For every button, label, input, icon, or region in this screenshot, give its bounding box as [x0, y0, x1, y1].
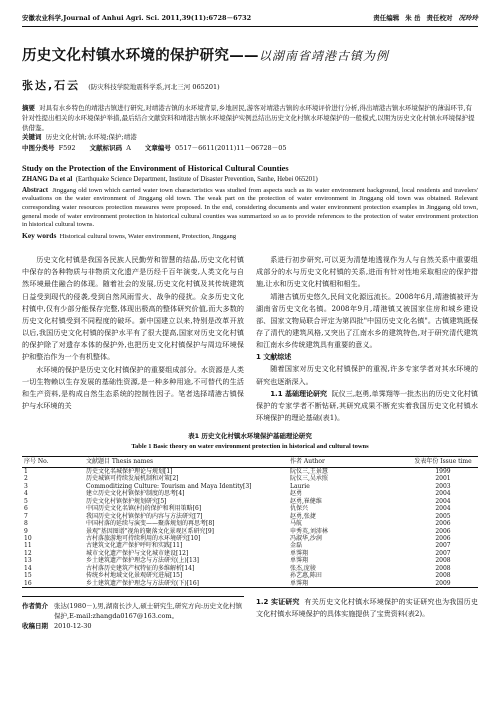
col-header-year: 发表年份 Issue time — [414, 457, 472, 465]
english-title: Study on the Protection of the Environment of Historical Cultural Counties — [22, 163, 289, 173]
subsection-heading: 1.2 实证研究 — [256, 598, 300, 607]
cell-thesis: 乡土建筑遗产保护理念与方法研究(上)[13] — [86, 557, 199, 565]
received-label: 收稿日期 — [22, 622, 48, 631]
cell-thesis: 历史文化名城保护理论与规划[1] — [86, 468, 173, 476]
cell-thesis: 古村落旅游地可持续利用的水环境研究[10] — [86, 534, 201, 542]
editor-label: 责任编辑 — [373, 14, 400, 22]
cell-year: 2007 — [435, 542, 451, 550]
english-keywords — [22, 231, 478, 242]
cell-year: 2006 — [435, 520, 451, 528]
english-abstract-label: Abstract — [22, 185, 49, 194]
cell-thesis: 传统乡村地域文化景观研究进展[15] — [86, 572, 183, 580]
table-row — [22, 475, 478, 482]
cell-thesis: 历史城镇可持续发展机制和对策[2] — [86, 475, 179, 483]
cell-year: 2006 — [435, 527, 451, 535]
cell-no: 4 — [24, 490, 28, 498]
english-abstract — [22, 186, 478, 231]
cell-thesis: 古建筑文化遗产保护呼吁和实践[11] — [86, 542, 183, 550]
cell-no: 13 — [24, 557, 32, 565]
cell-no: 7 — [24, 512, 28, 520]
article-number-value: 0517－6611(2011)11－06728－05 — [175, 144, 287, 153]
cell-author: 冯淑华,沙润 — [290, 534, 322, 542]
journal-citation: 安徽农业科学,Journal of Anhui Agri. Sci. 2011,39(11):6728－6732 — [22, 14, 252, 22]
cell-year: 2004 — [435, 497, 451, 505]
col-header-author: 作者 Author — [290, 457, 325, 465]
paper-title-main: 历史文化村镇水环境的保护研究—— — [22, 47, 259, 64]
cell-no: 10 — [24, 534, 32, 542]
body-paragraph: 阮仪三,赵勇,单霁翔等一批杰出的历史文化村镇保护的专家学者不断钻研,其研究成果不断充实着我国历史文化村镇水环境保护的理论基础(表1)。 — [256, 388, 478, 423]
cell-thesis: Commoditizing Culture: Tourism and Maya Identity[3] — [86, 482, 252, 490]
cell-thesis: 历史文化村镇保护规划研究[5] — [86, 497, 167, 505]
cell-author: 赵勇,崔健维 — [290, 497, 322, 505]
author-affiliation: (防灾科技学院地震科学系,河北三河 065201) — [88, 83, 220, 92]
english-author-line — [22, 175, 478, 184]
table-row — [22, 505, 478, 512]
cell-author: 阮仪三,吴承照 — [290, 475, 328, 483]
paper-title-sub: 以湖南省靖港古镇为例 — [258, 48, 389, 63]
body-paragraph: 靖港古镇历史悠久,民间文化源远流长。2008年6月,靖港镇被评为湖南省历史文化名镇。2008年9月,靖港镇又被国家住房和城乡建设部、国家文物局联合评定为第四批"中国历史文化名镇"。古镇建筑既保存了清代的建筑风格,又突出了江南水乡的建筑特色,对于研究清代建筑和江南水乡传统建筑具有重要的意义。 — [256, 291, 478, 350]
table-1 — [22, 432, 478, 588]
table-row — [22, 557, 478, 564]
clc-label: 中图分类号 — [22, 144, 55, 153]
section-heading: 1 文献综述 — [256, 353, 292, 362]
body-left-column — [22, 254, 244, 424]
body-paragraph: 有关历史文化村镇水环境保护的实证研究也为我国历史文化村镇水环境保护的具体实施提供了宝贵资料(表2)。 — [256, 597, 479, 619]
cell-year: 2004 — [435, 490, 451, 498]
cell-thesis: 建立历史文化村镇保护制度的思考[4] — [86, 490, 185, 498]
english-authors: ZHANG Da et al — [22, 175, 73, 184]
table-caption-zh: 表1 历史文化村镇水环境保护基础理论研究 — [188, 432, 312, 441]
reference-table — [22, 456, 478, 588]
classification-row — [22, 144, 478, 154]
cell-year: 2009 — [435, 579, 451, 587]
cell-year: 2008 — [435, 557, 451, 565]
cell-no: 9 — [24, 527, 28, 535]
cell-author: 马航 — [290, 520, 303, 528]
cell-year: 2008 — [435, 564, 451, 572]
footer-columns — [22, 596, 478, 631]
doc-code-label: 文献标识码 — [89, 144, 123, 153]
cell-author: 仇保兴 — [290, 505, 309, 513]
cell-year: 2005 — [435, 512, 451, 520]
keywords-text: 历史文化村镇;水环境;保护;靖港 — [45, 133, 137, 142]
table-row — [22, 520, 478, 527]
subsection-heading: 1.1 基础理论研究 — [270, 389, 328, 398]
body-columns — [22, 254, 478, 424]
cell-author: 张杰,庞骏 — [290, 564, 316, 572]
proofreader-name: 况玲玲 — [458, 14, 478, 22]
cell-no: 15 — [24, 572, 32, 580]
cell-thesis: 古村落历史建筑产权特征的多维解析[14] — [86, 564, 195, 572]
paper-title — [22, 47, 478, 67]
doc-code-value: A — [126, 144, 131, 153]
body-paragraph: 水环境的保护是历史文化村镇保护的重要组成部分。水资源是人类一切生物赖以生存发展的基础性资源,是一种多种用途,不可替代的生活和生产资料,是构成自然生态系统的控制性因子。笔者选择靖港古镇保护与水环境的关 — [22, 364, 244, 411]
cell-thesis: 中国历史文化名镇(村)的保护和利用策略[6] — [86, 505, 202, 513]
abstract-text: 对具有水乡特色的靖港古镇进行研究,对靖港古镇的水环境背景,乡地居民,游客对靖港古镇的水环境评价进行分析,得出靖港古镇水环境保护的薄弱环节,有针对性提出相关的水环境保护举措,最后结合文献资料和靖港古镇水环境保护实例总结出历史文化村镇水环境保护的一般模式,以期为历史文化村镇水环境保护提供借鉴。 — [22, 104, 475, 132]
cell-no: 16 — [24, 579, 32, 587]
body-paragraph: 随着国家对历史文化村镇保护的重视,许多专家学者对其水环境的研究也逐渐深入。 — [256, 364, 478, 386]
author-bio-text: 张达(1980－),男,湖南长沙人,硕士研究生,研究方向:历史文化村镇保护,E-mail:zhangda0167@163.com。 — [54, 602, 243, 621]
cell-author: 赵勇 — [290, 490, 303, 498]
cell-thesis: 中国村落的延续与演变——聚落规划的再思考[8] — [86, 520, 215, 528]
cell-author: Laurie — [290, 482, 310, 490]
english-keywords-label: Key words — [22, 231, 57, 241]
body-right-column — [256, 254, 478, 424]
table-row — [22, 490, 478, 497]
cell-author: 单霁翔 — [290, 579, 309, 587]
english-abstract-block — [22, 163, 478, 242]
cell-no: 1 — [24, 468, 28, 476]
article-number-label: 文章编号 — [144, 144, 171, 153]
author-line — [22, 79, 478, 94]
editor-name: 朱 岳 — [405, 14, 421, 22]
author-names: 张达,石云 — [22, 79, 81, 93]
cell-no: 12 — [24, 549, 32, 557]
author-footnote — [22, 596, 244, 631]
cell-year: 2004 — [435, 505, 451, 513]
english-keywords-text: Historical cultural towns, Water environment, Protection, Jinggang — [59, 233, 237, 241]
table-row — [22, 513, 478, 520]
cell-year: 1999 — [435, 468, 451, 476]
cell-author: 赵勇,张捷 — [290, 512, 316, 520]
proofreader-label: 责任校对 — [426, 14, 453, 22]
author-bio-label: 作者简介 — [22, 602, 48, 611]
editor-credits — [373, 14, 478, 23]
body-paragraph: 系进行初步研究,可以更为清楚地透视作为人与自然关系中重要组成部分的水与历史文化村镇的关系,进而有针对性地采取相应的保护措施,让水和历史文化村镇相和相生。 — [256, 254, 478, 289]
cell-author: 孙艺惠,陈田 — [290, 572, 322, 580]
cell-author: 金磊 — [290, 542, 303, 550]
cell-no: 14 — [24, 564, 32, 572]
cell-no: 2 — [24, 475, 28, 483]
cell-thesis: 景观"基因图谱"视角的聚落文化景观区系研究[9] — [86, 527, 215, 535]
cell-author: 单霁翔 — [290, 557, 309, 565]
english-abstract-text: Jinggang old town which carried water town characteristics was studied from aspects such as its water environment background, local residents and travelers' evaluations on the water environment of Jinggang old town. The weak part on the protection of water environment in Jinggang old town was obtained. Relevant corresponding water resources protection measures were proposed. In the end, considering documents and water environment protection examples in Jinggang old town, general mode of water environment protection in historical cultural counties was summarized so as to provide references to the protection of water environment protection in historical cultural towns. — [22, 186, 478, 229]
table-row — [22, 528, 478, 535]
cell-thesis: 乡土建筑遗产保护理念与方法研究(下)[16] — [86, 579, 199, 587]
col-header-no: 序号 No. — [24, 457, 49, 465]
cell-no: 5 — [24, 497, 28, 505]
cell-no: 11 — [24, 542, 32, 550]
col-header-thesis: 文献题目 Thesis names — [86, 457, 154, 465]
received-date: 2010-12-30 — [54, 622, 92, 631]
cell-thesis: 我国历史文化村镇保护的内容与方法研究[7] — [86, 512, 203, 520]
table-body — [22, 468, 478, 588]
abstract-label: 摘要 — [22, 104, 35, 113]
cell-author: 阮仪三,王景慧 — [290, 468, 328, 476]
cell-year: 2007 — [435, 549, 451, 557]
cell-author: 申秀英,刘沛林 — [290, 527, 328, 535]
cell-no: 8 — [24, 520, 28, 528]
chinese-abstract — [22, 104, 478, 154]
running-head — [22, 14, 478, 27]
cell-author: 单霁翔 — [290, 549, 309, 557]
cell-year: 2001 — [435, 475, 451, 483]
cell-no: 6 — [24, 505, 28, 513]
table-row — [22, 572, 478, 579]
clc-value: F592 — [58, 144, 76, 153]
keywords-label: 关键词 — [22, 133, 42, 142]
english-affiliation: (Earthquake Science Department, Institute of Disaster Prevention, Sanhe, Hebei 065201) — [75, 176, 318, 184]
table-header-row — [22, 456, 478, 467]
table-caption-en: Table 1 Basic theory on water environment protection in historical and cultural towns — [131, 443, 369, 451]
table-row — [22, 580, 478, 588]
cell-year: 2008 — [435, 572, 451, 580]
cell-year: 2003 — [435, 482, 451, 490]
table-row — [22, 542, 478, 549]
cell-year: 2006 — [435, 534, 451, 542]
body-paragraph: 历史文化村镇是我国各民族人民勤劳和智慧的结晶,历史文化村镇中保存的各种物质与非物质文化遗产是历经千百年演变,人类文化与自然环境最佳融合的体现。随着社会的发展,历史文化村镇及其传统建筑日益受到现代的侵袭,受到自然风雨雪火、战争的侵扰。众多历史文化村镇中,仅有少部分能保存完整,体现出极高的整体研究价值,而大多数的历史文化村镇受到不同程度的破坏。新中国建立以来,特别是改革开放以后,我国历史文化村镇的保护水平有了很大提高,国家对历史文化村镇的保护除了对遗存本体的保护外,也把历史文化村镇保护与周边环境保护和整治作为一个有机整体。 — [22, 254, 244, 362]
body-right-continuation — [256, 596, 478, 631]
cell-thesis: 城市文化遗产保护与文化城市建设[12] — [86, 549, 189, 557]
cell-no: 3 — [24, 482, 28, 490]
